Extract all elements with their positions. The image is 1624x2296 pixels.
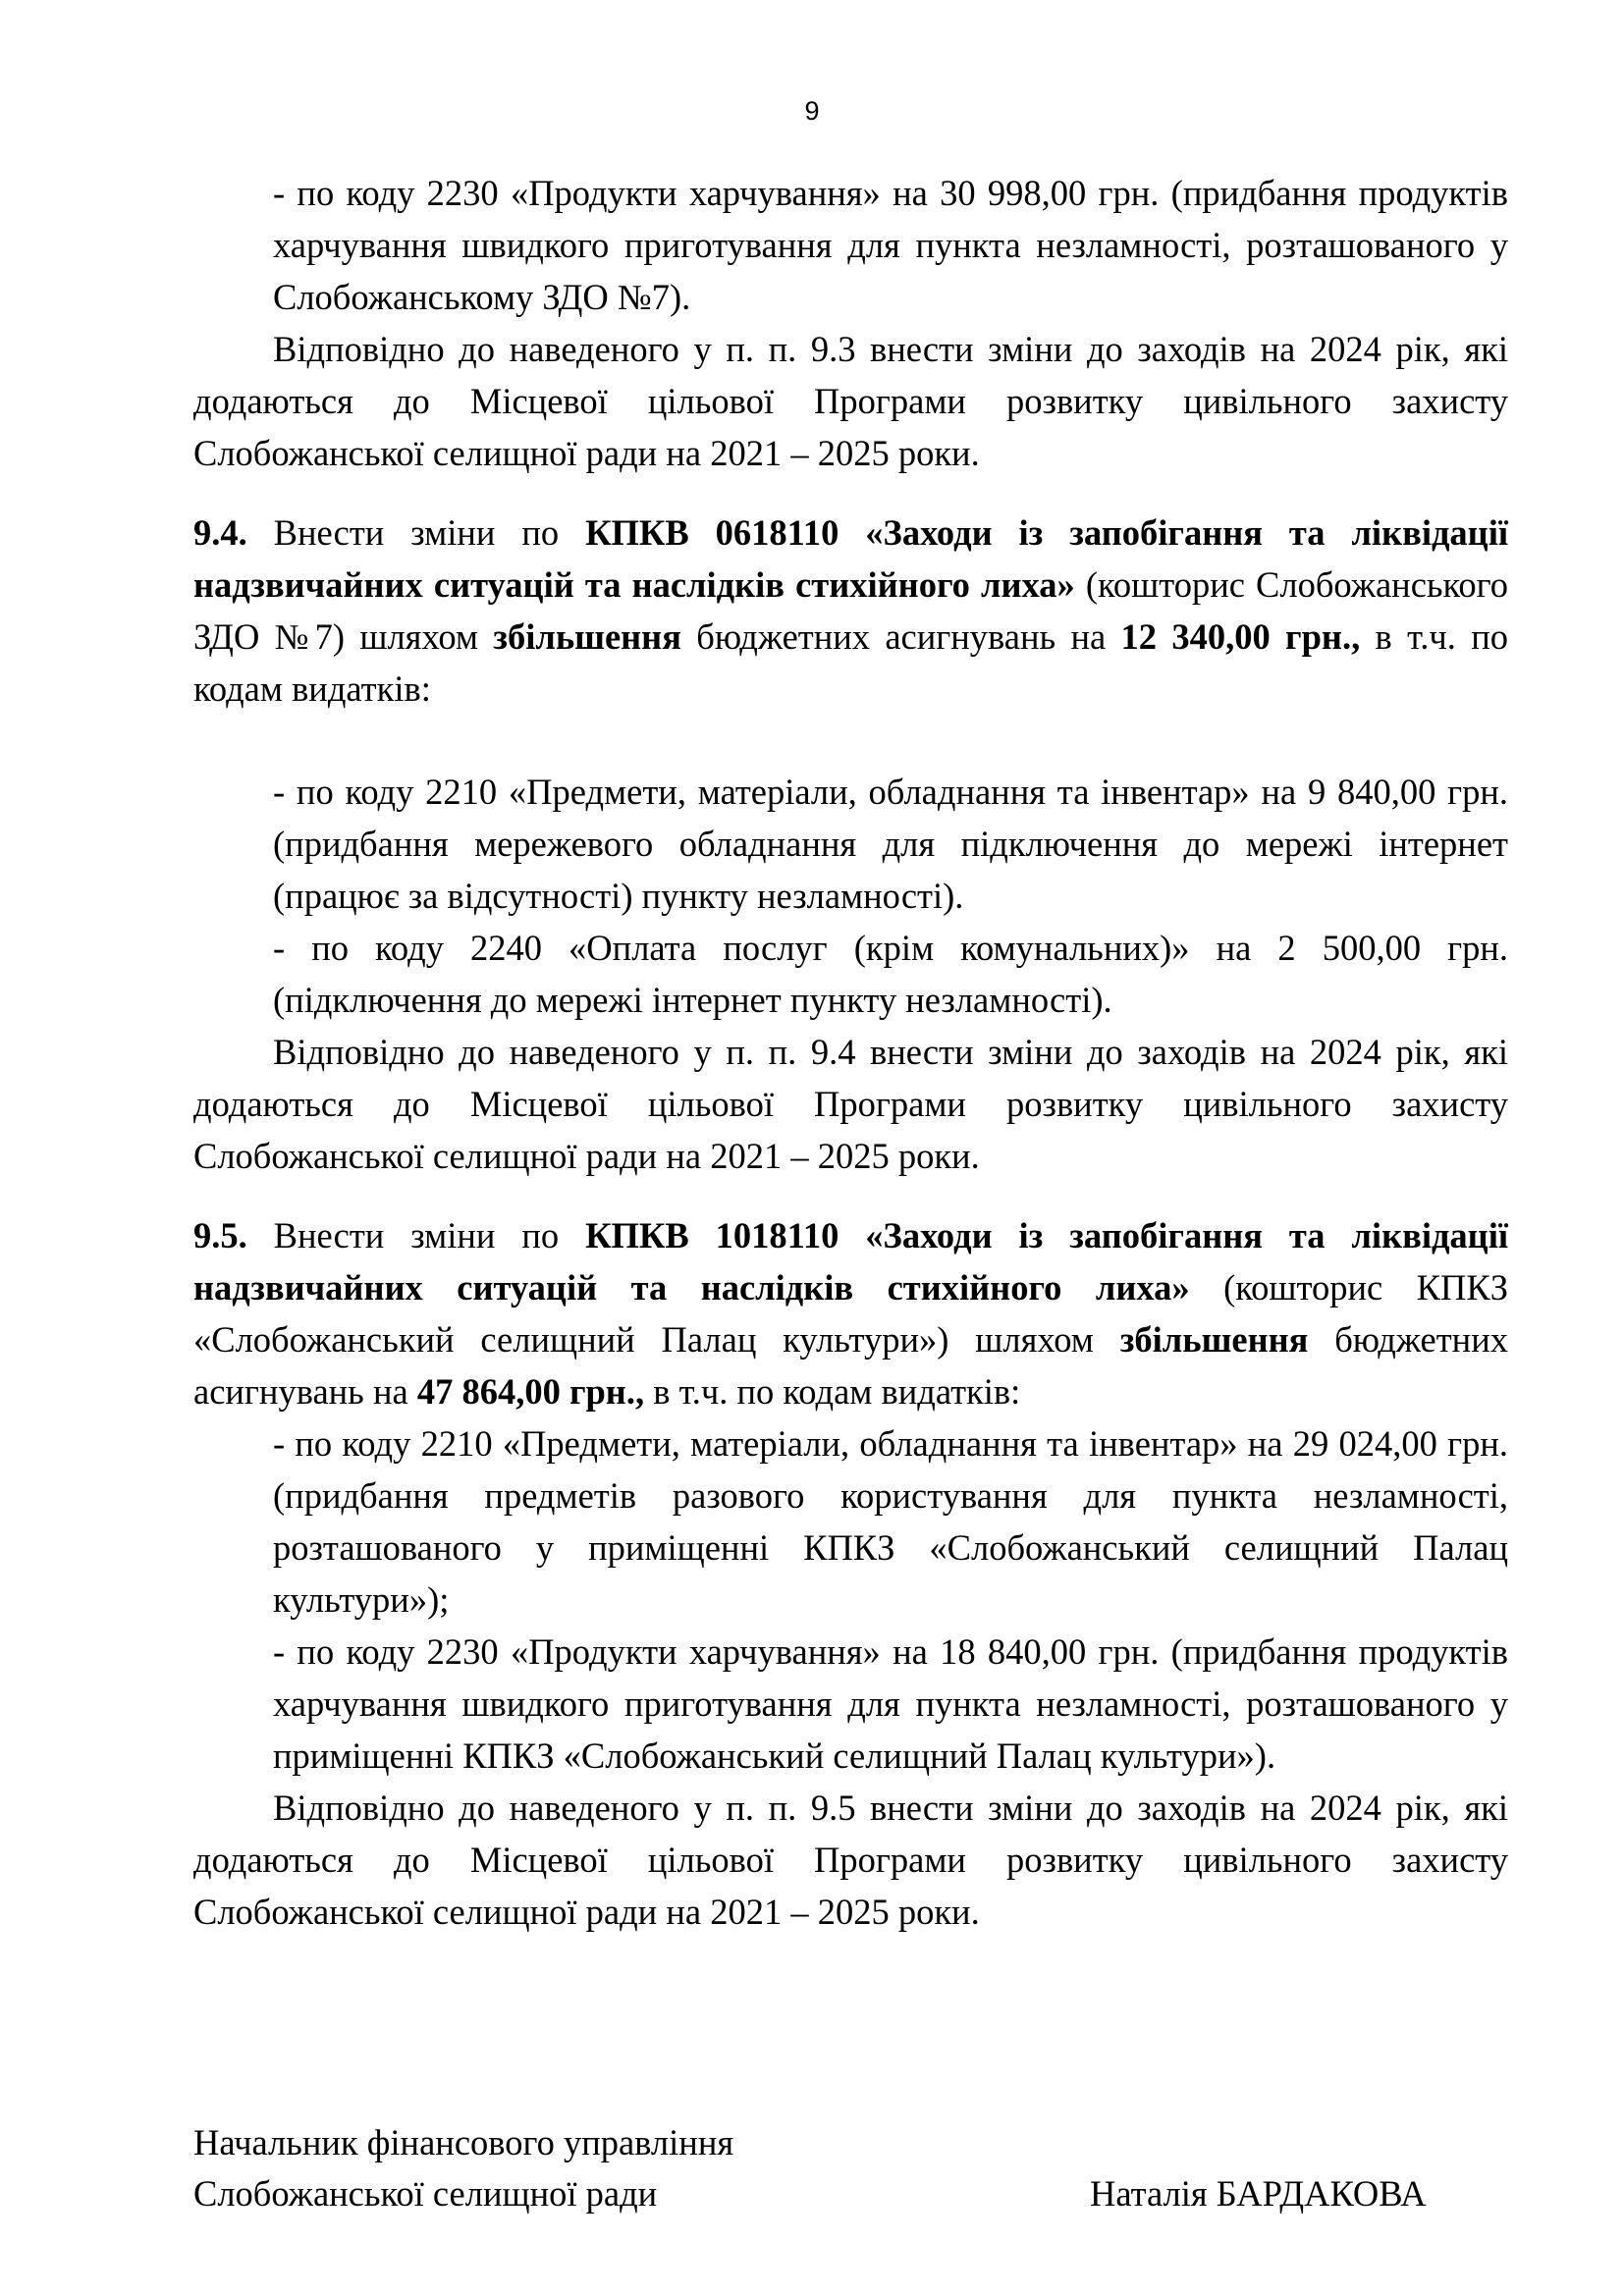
amount: 47 864,00 грн.,: [416, 1371, 645, 1412]
budget-code-title: КПКВ 0618110 «Заходи із запобігання та ліквідації надзвичайних ситуацій та наслідків стихійного лиха»: [193, 512, 1508, 605]
section-text: бюджетних асигнувань на: [193, 1319, 1509, 1412]
section-text: (кошторис КПКЗ «Слобожанський селищний Палац культури») шляхом: [193, 1267, 1508, 1360]
section-text: Внести зміни по: [246, 1215, 586, 1255]
paragraph-code-2230-food: - по коду 2230 «Продукти харчування» на 30 998,00 грн. (придбання продуктів харчування швидкого приготування для пункта незламності, розташованого у Слобожанському ЗДО №7).: [273, 173, 1508, 317]
section-9-4: [193, 507, 1508, 715]
paragraph-reference-9-3: Відповідно до наведеного у п. п. 9.3 внести зміни до заходів на 2024 рік, які додаються до Місцевої цільової Програми розвитку цивільного захисту Слобожанської селищної ради на 2021 – 2025 роки.: [193, 329, 1508, 473]
increase-word: збільшення: [1119, 1319, 1309, 1360]
paragraph-reference-9-5: Відповідно до наведеного у п. п. 9.5 внести зміни до заходів на 2024 рік, які додаються до Місцевої цільової Програми розвитку цивільного захисту Слобожанської селищної ради на 2021 – 2025 роки.: [193, 1788, 1508, 1932]
signatory-position-line1: Начальник фінансового управління: [193, 2122, 734, 2163]
amount: 12 340,00 грн.,: [1120, 616, 1361, 657]
signature-block: [193, 2117, 1508, 2219]
section-text: (кошторис Слобожанського ЗДО №7) шляхом: [193, 564, 1508, 657]
paragraph-reference-9-4: Відповідно до наведеного у п. п. 9.4 внести зміни до заходів на 2024 рік, які додаються до Місцевої цільової Програми розвитку цивільного захисту Слобожанської селищної ради на 2021 – 2025 роки.: [193, 1032, 1508, 1176]
paragraph-code-2240-services: - по коду 2240 «Оплата послуг (крім комунальних)» на 2 500,00 грн. (підключення до мережі інтернет пункту незламності).: [273, 928, 1508, 1020]
page-number: 9: [804, 96, 820, 126]
increase-word: збільшення: [493, 616, 681, 657]
section-text: в т.ч. по кодам видатків:: [644, 1371, 1021, 1412]
section-number: 9.4.: [193, 512, 247, 553]
section-text: в т.ч. по кодам видатків:: [193, 616, 1508, 709]
signatory-name: Наталія БАРДАКОВА: [1090, 2173, 1427, 2214]
paragraph-code-2210-equipment: - по коду 2210 «Предмети, матеріали, обладнання та інвентар» на 9 840,00 грн. (придбання мережевого обладнання для підключення до мережі інтернет (працює за відсутності) пункту незламності).: [273, 772, 1508, 916]
paragraph-code-2230-food-palace: - по коду 2230 «Продукти харчування» на 18 840,00 грн. (придбання продуктів харчування швидкого приготування для пункта незламності, розташованого у приміщенні КПКЗ «Слобожанський селищний Палац культури»).: [273, 1631, 1508, 1776]
paragraph-code-2210-items: - по коду 2210 «Предмети, матеріали, обладнання та інвентар» на 29 024,00 грн. (придбання предметів разового користування для пункта незламності, розташованого у приміщенні КПКЗ «Слобожанський селищний Палац культури»);: [273, 1423, 1508, 1620]
section-text: бюджетних асигнувань на: [680, 616, 1121, 657]
signatory-position-line2: Слобожанської селищної ради: [193, 2173, 658, 2214]
section-9-5: [193, 1209, 1508, 1417]
section-number: 9.5.: [193, 1215, 247, 1255]
document-body: [193, 167, 1508, 1938]
section-text: Внести зміни по: [246, 512, 586, 553]
budget-code-title: КПКВ 1018110 «Заходи із запобігання та ліквідації надзвичайних ситуацій та наслідків стихійного лиха»: [193, 1215, 1508, 1308]
